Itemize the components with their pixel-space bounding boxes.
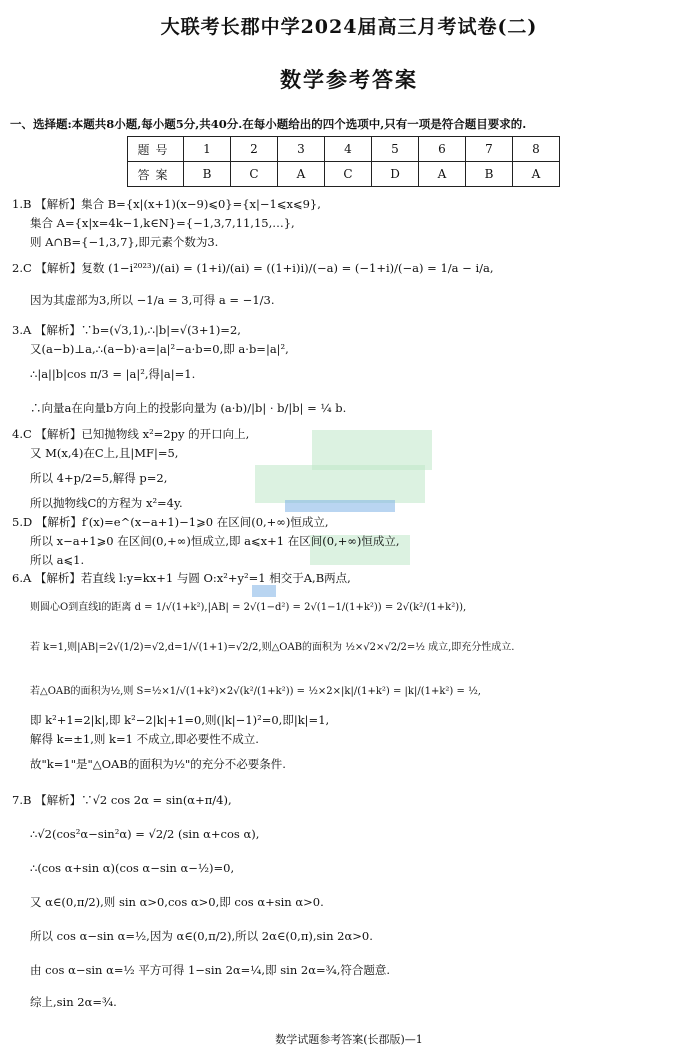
watermark (255, 465, 425, 503)
solution-line: 2.C 【解析】复数 (1−i²⁰²³)/(ai) = (1+i)/(ai) = ((1+i)i)/(−a) = (−1+i)/(−a) = 1/a − i/a, (12, 261, 494, 275)
answer-table-row-numbers (128, 137, 560, 162)
solution-line: 所以 cos α−sin α=½,因为 α∈(0,π/2),所以 2α∈(0,π),sin 2α>0. (30, 929, 373, 943)
table-cell: A (278, 162, 325, 187)
solution-line: 又 M(x,4)在C上,且|MF|=5, (30, 446, 179, 460)
solution-line: 所以 a⩽1. (30, 553, 85, 567)
solution-line: 综上,sin 2α=¾. (30, 995, 117, 1009)
solution-line: ∴|a||b|cos π/3 = |a|²,得|a|=1. (30, 367, 196, 381)
table-cell: 3 (278, 137, 325, 162)
table-cell: C (325, 162, 372, 187)
answer-table (127, 136, 560, 187)
solution-line: 若 k=1,则|AB|=2√(1/2)=√2,d=1/√(1+1)=√2/2,则△OAB的面积为 ½×√2×√2/2=½ 成立,即充分性成立. (30, 642, 515, 653)
table-cell: 7 (466, 137, 513, 162)
solution-line: 集合 A={x|x=4k−1,k∈N}={−1,3,7,11,15,…}, (30, 216, 295, 230)
solution-line: 因为其虚部为3,所以 −1/a = 3,可得 a = −1/3. (30, 293, 275, 307)
solution-line: 所以抛物线C的方程为 x²=4y. (30, 496, 183, 510)
table-cell: 4 (325, 137, 372, 162)
table-cell: A (513, 162, 560, 187)
solution-line: 6.A 【解析】若直线 l:y=kx+1 与圆 O:x²+y²=1 相交于A,B两点, (12, 571, 351, 585)
table-cell: 6 (419, 137, 466, 162)
watermark (252, 585, 276, 597)
table-cell: C (231, 162, 278, 187)
page-footer: 数学试题参考答案(长郡版)—1 (275, 1033, 423, 1046)
row-label: 题号 (128, 137, 184, 162)
solution-line: 又(a−b)⊥a,∴(a−b)·a=|a|²−a·b=0,即 a·b=|a|², (30, 342, 289, 356)
solution-line: 5.D 【解析】f′(x)=e^(x−a+1)−1⩾0 在区间(0,+∞)恒成立, (12, 515, 329, 529)
solution-line: 则 A∩B={−1,3,7},即元素个数为3. (30, 235, 219, 249)
solution-line: 则圆心O到直线l的距离 d = 1/√(1+k²),|AB| = 2√(1−d²) = 2√(1−1/(1+k²)) = 2√(k²/(1+k²)), (30, 602, 467, 613)
solution-line: 即 k²+1=2|k|,即 k²−2|k|+1=0,则(|k|−1)²=0,即|k|=1, (30, 713, 330, 727)
section-heading: 一、选择题:本题共8小题,每小题5分,共40分.在每小题给出的四个选项中,只有一项是符合题目要求的. (10, 117, 527, 131)
table-cell: A (419, 162, 466, 187)
solution-line: 若△OAB的面积为½,则 S=½×1/√(1+k²)×2√(k²/(1+k²)) = ½×2×|k|/(1+k²) = |k|/(1+k²) = ½, (30, 686, 481, 697)
solution-line: 3.A 【解析】∵b=(√3,1),∴|b|=√(3+1)=2, (12, 323, 241, 337)
solution-line: 所以 4+p/2=5,解得 p=2, (30, 471, 168, 485)
watermark (285, 500, 395, 512)
solution-line: 又 α∈(0,π/2),则 sin α>0,cos α>0,即 cos α+sin α>0. (30, 895, 324, 909)
solution-line: ∴(cos α+sin α)(cos α−sin α−½)=0, (30, 861, 235, 875)
solution-line: 解得 k=±1,则 k=1 不成立,即必要性不成立. (30, 732, 259, 746)
solution-line: ∴√2(cos²α−sin²α) = √2/2 (sin α+cos α), (30, 827, 260, 841)
solution-line: 故"k=1"是"△OAB的面积为½"的充分不必要条件. (30, 757, 286, 771)
solution-line: 7.B 【解析】∵√2 cos 2α = sin(α+π/4), (12, 793, 232, 807)
row-label: 答案 (128, 162, 184, 187)
table-cell: 5 (372, 137, 419, 162)
solution-line: ∴向量a在向量b方向上的投影向量为 (a·b)/|b| · b/|b| = ¼ b. (30, 401, 347, 415)
table-cell: B (184, 162, 231, 187)
document-subtitle: 数学参考答案 (280, 67, 418, 92)
solution-line: 由 cos α−sin α=½ 平方可得 1−sin 2α=¼,即 sin 2α=¾,符合题意. (30, 963, 391, 977)
answer-table-row-answers (128, 162, 560, 187)
solution-line: 4.C 【解析】已知抛物线 x²=2py 的开口向上, (12, 427, 250, 441)
table-cell: 1 (184, 137, 231, 162)
table-cell: D (372, 162, 419, 187)
solution-line: 1.B 【解析】集合 B={x|(x+1)(x−9)⩽0}={x|−1⩽x⩽9}, (12, 197, 321, 211)
table-cell: 2 (231, 137, 278, 162)
table-cell: 8 (513, 137, 560, 162)
table-cell: B (466, 162, 513, 187)
watermark (312, 430, 432, 470)
document-title: 大联考长郡中学2024届高三月考试卷(二) (160, 16, 538, 38)
solution-line: 所以 x−a+1⩾0 在区间(0,+∞)恒成立,即 a⩽x+1 在区间(0,+∞)恒成立, (30, 534, 400, 548)
